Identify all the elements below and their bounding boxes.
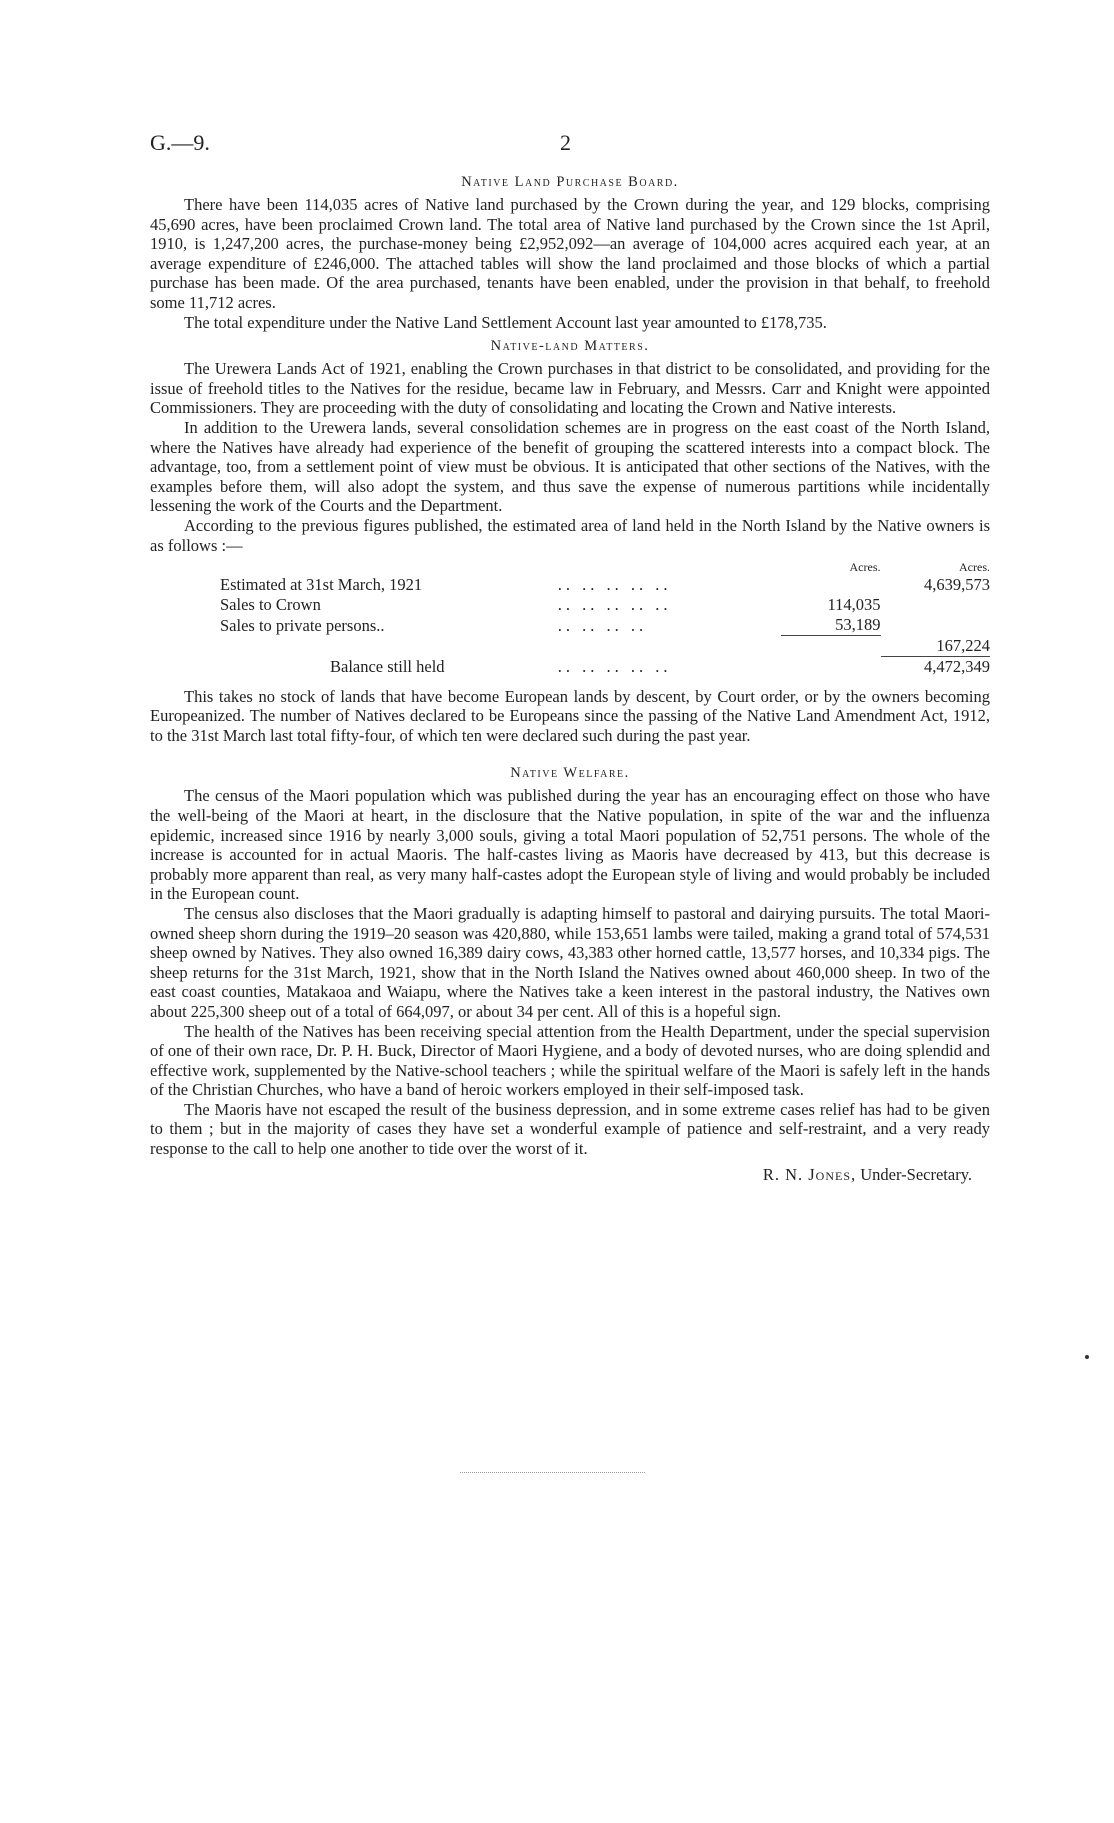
table-row: [220, 615, 990, 636]
table-row: [220, 595, 990, 615]
paragraph: The health of the Natives has been receiving special attention from the Health Department, under the special supervision of one of their own race, Dr. P. H. Buck, Director of Maori Hygiene, and a body of devoted nurses, who are doing splendid and effective work, supplemented by the Native-school teachers ; while the spiritual welfare of the Maori is safely left in the hands of the Christian Churches, who have a band of heroic workers employed in their self-imposed task.: [150, 1021, 990, 1100]
row-label: Sales to Crown: [220, 595, 321, 615]
paragraph: In addition to the Urewera lands, several consolidation schemes are in progress on the east coast of the North Island, where the Natives have already had experience of the benefit of grouping the scattered interests into a compact block. The advantage, too, from a settlement point of view must be obvious. It is anticipated that other sections of the Natives, with the examples before them, will also adopt the system, and thus save the expense of numerous partitions while incidentally lessening the work of the Courts and the Department.: [150, 417, 990, 516]
cell-value: [881, 615, 991, 636]
leader-dots: .. .. .. .. ..: [557, 595, 672, 615]
ink-mark: [1085, 1355, 1089, 1359]
signatory-title: Under-Secretary.: [860, 1164, 972, 1184]
land-area-table: [220, 555, 990, 677]
document-id: G.—9.: [150, 130, 210, 155]
paragraph: The total expenditure under the Native Land Settlement Account last year amounted to £178,735.: [184, 312, 827, 332]
leader-dots: .. .. .. .. ..: [557, 575, 672, 595]
paragraph: The Urewera Lands Act of 1921, enabling the Crown purchases in that district to be consolidated, and providing for the issue of freehold titles to the Natives for the residue, became law in February, and Messrs. Carr and Knight were appointed Commissioners. They are proceeding with the duty of consolidating and locating the Crown and Native interests.: [150, 359, 990, 418]
page-number: 2: [560, 130, 571, 155]
subtotal-row: [220, 636, 990, 657]
section-heading-land-purchase: Native Land Purchase Board.: [461, 174, 679, 190]
cell-value: 114,035: [827, 595, 881, 615]
paragraph: According to the previous figures published, the estimated area of land held in the North Island by the Native owners is as follows :—: [150, 515, 990, 555]
cell-value: [881, 595, 991, 615]
table-header-row: [220, 555, 990, 575]
footer-rule: [460, 1472, 645, 1473]
paragraph: The census of the Maori population which was published during the year has an encouraging effect on those who have the well-being of the Maori at heart, in the disclosure that the Native population, in spite of the war and the influenza epidemic, increased since 1916 by nearly 3,000 souls, giving a total Maori population of 52,751 persons. The whole of the increase is accounted for in actual Maoris. The half-castes living as Maoris have decreased by 413, but this decrease is probably more apparent than real, as very many half-castes adopt the European style of living and would probably be included in the European count.: [150, 786, 990, 904]
page-header: [150, 130, 990, 160]
signature-block: [150, 1165, 990, 1185]
column-header: Acres.: [959, 560, 990, 575]
column-header: Acres.: [849, 560, 881, 575]
subtotal-value: 167,224: [936, 635, 990, 655]
section-heading-native-welfare: Native Welfare.: [510, 765, 630, 782]
paragraph: The census also discloses that the Maori gradually is adapting himself to pastoral and dairying pursuits. The total Maori-owned sheep shorn during the 1919–20 season was 420,880, while 153,651 lambs were tailed, making a grand total of 574,531 sheep owned by Natives. They also owned 16,389 dairy cows, 43,383 other horned cattle, 13,577 horses, and 10,334 pigs. The sheep returns for the 31st March, 1921, show that in the North Island the Natives owned about 460,000 sheep. In two of the east coast counties, Matakaoa and Waiapu, where the Natives take a keen interest in the pastoral industry, the Natives own about 225,300 sheep out of a total of 664,097, or about 34 per cent. All of this is a hopeful sign.: [150, 903, 990, 1021]
table-row: [220, 575, 990, 595]
leader-dots: .. .. .. ..: [557, 615, 648, 635]
cell-value: 4,639,573: [924, 575, 990, 595]
balance-label: Balance still held: [330, 656, 445, 676]
document-page: [150, 130, 990, 1185]
paragraph: The Maoris have not escaped the result of the business depression, and in some extreme cases relief has had to be given to them ; but in the majority of cases they have set a wonderful example of patience and self-restraint, and a very ready response to the call to help one another to tide over the worst of it.: [150, 1099, 990, 1159]
row-label: Estimated at 31st March, 1921: [220, 575, 423, 595]
cell-value: [781, 575, 880, 595]
leader-dots: .. .. .. .. ..: [557, 656, 672, 676]
balance-value: 4,472,349: [881, 656, 991, 677]
signatory-name: R. N. Jones,: [762, 1164, 857, 1184]
balance-row: [220, 656, 990, 677]
paragraph: There have been 114,035 acres of Native land purchased by the Crown during the year, and 129 blocks, comprising 45,690 acres, have been proclaimed Crown land. The total area of Native land purchased by the Crown since the 1st April, 1910, is 1,247,200 acres, the purchase-money being £2,952,092—an average of 104,000 acres acquired each year, at an average expenditure of £246,000. The attached tables will show the land proclaimed and those blocks of which a partial purchase has been made. Of the area purchased, tenants have been enabled, under the provision in that behalf, to freehold some 11,712 acres.: [150, 195, 990, 312]
row-label: Sales to private persons..: [220, 615, 385, 635]
section-heading-land-matters: Native-land Matters.: [490, 338, 650, 355]
cell-value: 53,189: [835, 615, 881, 635]
rule-line: [781, 636, 880, 657]
paragraph: This takes no stock of lands that have become European lands by descent, by Court order, or by the owners becoming Europeanized. The number of Natives declared to be Europeans since the passing of the Native Land Amendment Act, 1912, to the 31st March last total fifty-four, of which ten were declared such during the past year.: [150, 686, 990, 745]
